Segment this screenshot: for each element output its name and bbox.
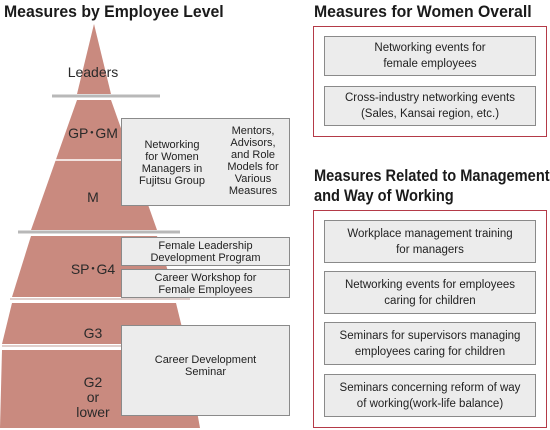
level-gp-gm: GP･GM [68, 125, 118, 141]
female-leadership-program-text: Female Leadership Development Program [150, 240, 261, 264]
pyramid-segment-leaders [77, 24, 111, 94]
employee-level-title: Measures by Employee Level [4, 2, 224, 21]
management-title-line1: Measures Related to Management [314, 166, 550, 185]
career-workshop-text: Career Workshop for Female Employees [154, 272, 257, 296]
networking-managers-box [121, 118, 290, 206]
career-development-box [121, 325, 290, 416]
networking-women-managers-text: Networking for Women Managers in Fujitsu Group [138, 139, 206, 187]
female-leadership-program-box [121, 237, 290, 266]
women-overall-item-1: Networking events for female employees [324, 36, 536, 76]
women-overall-item-2: Cross-industry networking events (Sales, Kansai region, etc.) [324, 86, 536, 126]
management-item-2: Networking events for employees caring for children [324, 271, 536, 314]
level-g3: G3 [83, 325, 103, 341]
women-overall-title: Measures for Women Overall [314, 2, 532, 21]
mentors-advisors-text: Mentors, Advisors, and Role Models for Various Measures [227, 125, 279, 197]
management-item-1: Workplace management training for managers [324, 220, 536, 263]
level-sp-g4: SP･G4 [70, 261, 116, 277]
career-workshop-box [121, 269, 290, 298]
management-title-line2: and Way of Working [314, 186, 454, 205]
level-leaders: Leaders [67, 64, 119, 80]
management-item-4: Seminars concerning reform of way of working(work-life balance) [324, 374, 536, 417]
management-item-3: Seminars for supervisors managing employees caring for children [324, 322, 536, 365]
level-m: M [87, 189, 99, 205]
level-g2-or-lower: G2 or lower [76, 374, 110, 420]
career-development-text: Career Development Seminar [154, 354, 257, 378]
